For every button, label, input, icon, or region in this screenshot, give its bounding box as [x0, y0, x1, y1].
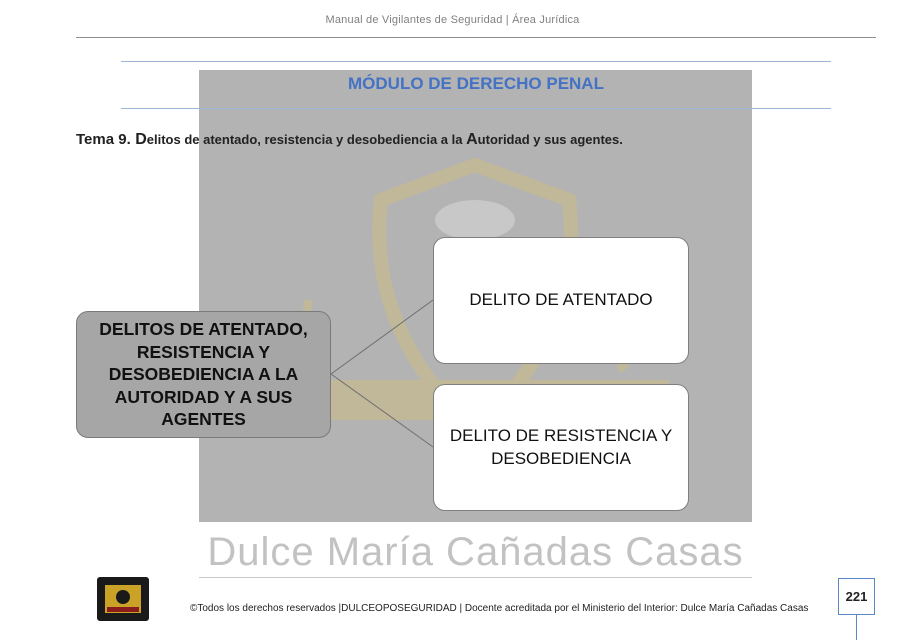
diagram-node-atentado [433, 237, 689, 364]
academy-logo [97, 577, 149, 621]
watermark-name: Dulce María Cañadas Casas [207, 530, 744, 574]
topic-title: Delitos de atentado, resistencia y desobediencia a la Autoridad y sus agentes. [130, 131, 623, 148]
node-atentado-label: DELITO DE ATENTADO [469, 290, 653, 310]
logo-emblem-icon [97, 577, 149, 621]
module-title: MÓDULO DE DERECHO PENAL [348, 74, 604, 93]
running-header: Manual de Vigilantes de Seguridad | Área Jurídica [325, 14, 580, 26]
connector-to-atentado [331, 300, 433, 374]
node-resistencia-label: DELITO DE RESISTENCIA Y DESOBEDIENCIA [449, 426, 673, 468]
page-number-tail [856, 615, 857, 640]
page-number: 221 [838, 578, 875, 615]
diagram-main-node [76, 311, 331, 438]
diagram-node-resistencia [433, 384, 689, 511]
footer-copyright: ©Todos los derechos reservados |DULCEOPOSEGURIDAD | Docente acreditada por el Ministerio del Interior: Dulce María Cañadas Casas [190, 603, 809, 614]
topic-prefix: Tema 9. [76, 131, 131, 148]
connector-to-resistencia [331, 374, 433, 447]
main-node-label: DELITOS DE ATENTADO, RESISTENCIA Y DESOBEDIENCIA A LA AUTORIDAD Y A SUS AGENTES [99, 319, 308, 430]
